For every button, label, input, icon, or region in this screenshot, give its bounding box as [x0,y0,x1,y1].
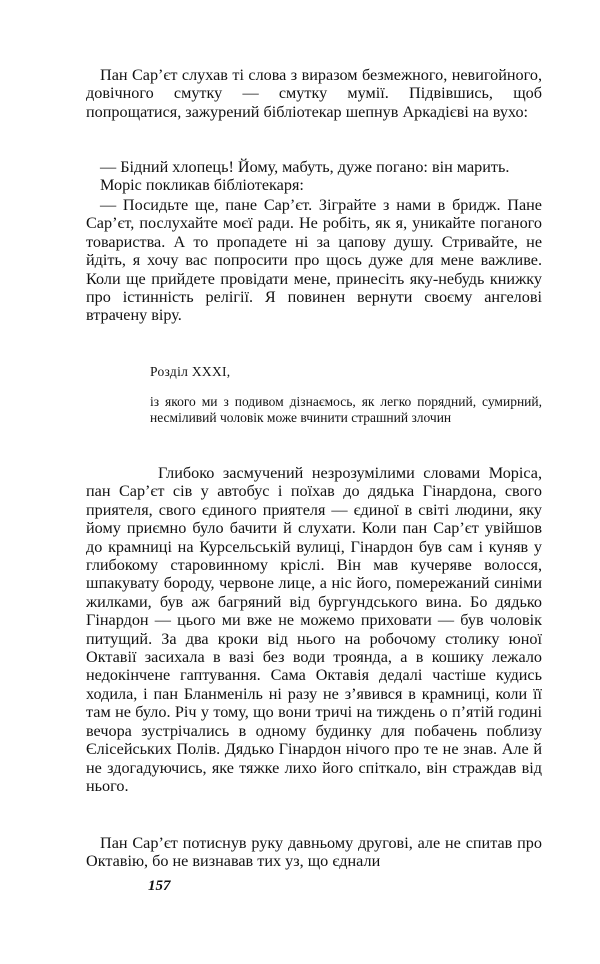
paragraph-sarriette-sadness: Пан Сар’єт слухав ті слова з виразом безмежного, невигойного, довічного смутку — смутку мумії. Підвівшись, щоб попрощатися, зажурений бібліотекар шепнув Аркадієві на вухо: [86,66,542,121]
chapter-title: Розділ XXXI, [150,364,231,379]
chapter-subtitle: із якого ми з подивом дізнаємось, як легко порядний, сумирний, несміливий чоловік може вчинити страшний злочин [150,394,542,425]
paragraph-maurice-calls: Моріс покликав бібліотекаря: [100,176,304,194]
paragraph-handshake: Пан Сар’єт потиснув руку давньому другові, але не спитав про Октавію, бо не визнавав тих уз, що єднали [86,834,542,871]
paragraph-guinardon-shop: Глибоко засмучений незрозумілими словами Моріса, пан Сар’єт сів у автобус і поїхав до дядька Гінардона, свого приятеля, свого єдиного приятеля — єдиної в світі людини, яку йому приємно було бачити й слухати. Коли пан Сар’єт увійшов до крамниці на Курсельській вулиці, Гінардон був сам і куняв у глибокому старовинному кріслі. Він мав кучеряве волосся, шпакувату бороду, червоне лице, а ніс його, помережаний синіми жилками, був аж багряний від бургундського вина. Бо дядько Гінардон — цього ми вже не можемо приховати — був чоловік питущий. За два кроки від нього на робочому столику юної Октавії засихала в вазі без води троянда, а в кошику лежало недокінчене гаптування. Сама Октавія дедалі частіше кудись ходила, і пан Бланменіль ні разу не з’явився в крамниці, коли її там не було. Річ у тому, що вони тричі на тиждень о п’ятій годині вечора зустрічались в одному будинку для побачень поблизу Єлісейських Полів. Дядько Гінардон нічого про те не знав. Але й не здогадуючись, яке тяжке лихо його спіткало, він страждав від нього. [86,464,542,795]
paragraph-poor-boy: — Бідний хлопець! Йому, мабуть, дуже погано: він марить. [100,158,510,176]
paragraph-maurice-speech: — Посидьте ще, пане Сар’єт. Зіграйте з нами в бридж. Пане Сар’єт, послухайте моєї ради. Не робіть, як я, уникайте поганого товариства. А то пропадете ні за цапову душу. Стривайте, не йдіть, я хочу вас попросити про щось дуже для мене важливе. Коли ще прийдете провідати мене, принесіть яку-небудь книжку про істинність релігії. Я повинен вернути своєму ангелові втрачену віру. [86,196,542,325]
page-number: 157 [148,878,171,894]
